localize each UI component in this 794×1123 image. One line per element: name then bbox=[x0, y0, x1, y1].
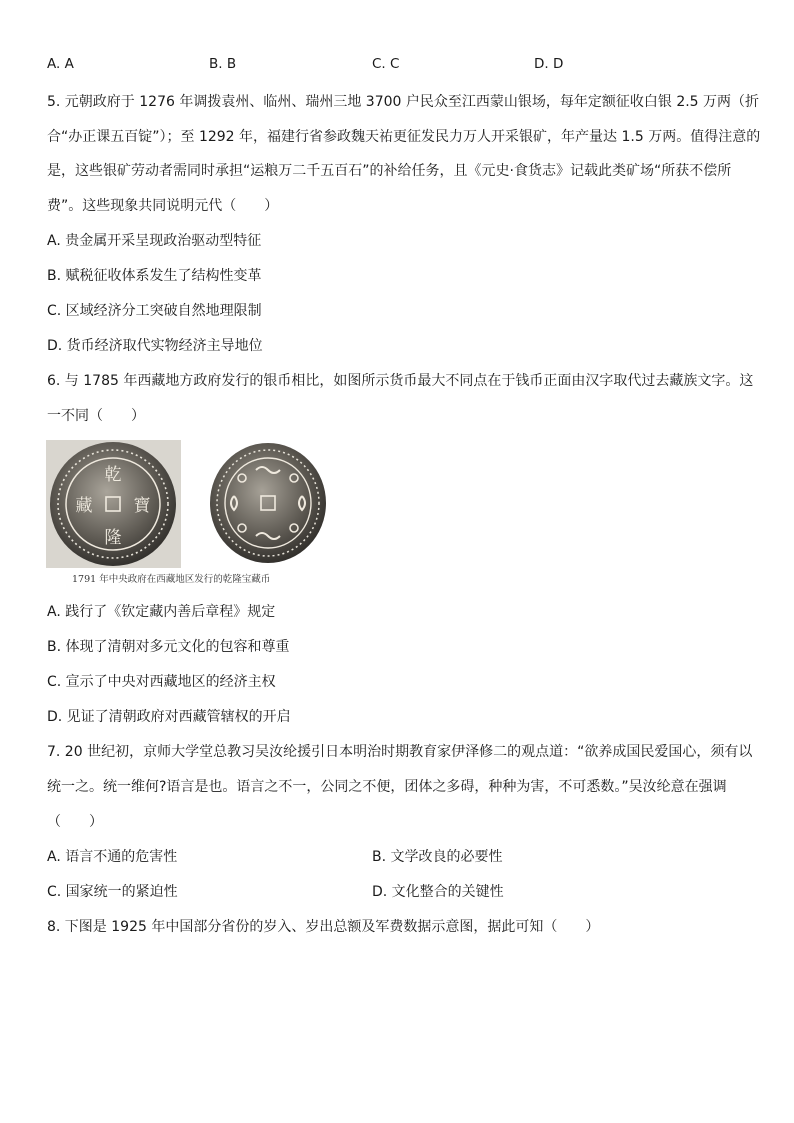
coin-char-bottom: 隆 bbox=[104, 528, 122, 548]
q5-stem-line-3: 是，这些银矿劳动者需同时承担“运粮万二千五百石”的补给任务，且《元史·食货志》记载此类矿场“所获不偿所 bbox=[47, 163, 732, 179]
q6-option-b: B. 体现了清朝对多元文化的包容和尊重 bbox=[47, 639, 290, 655]
q6-stem-line-1: 6. 与 1785 年西藏地方政府发行的银币相比，如图所示货币最大不同点在于钱币正面由汉字取代过去藏族文字。这 bbox=[47, 373, 754, 389]
q5-stem-line-1: 5. 元朝政府于 1276 年调拨袁州、临州、瑞州三地 3700 户民众至江西蒙山银场，每年定额征收白银 2.5 万两（折 bbox=[47, 94, 760, 110]
q7-stem-line-2: 统一之。统一维何?语言是也。语言之不一，公同之不便，团体之多碍，种种为害，不可悉数。”吴汝纶意在强调 bbox=[47, 779, 727, 795]
q7-stem-line-3: （ ） bbox=[47, 814, 103, 830]
q4-options-row bbox=[47, 56, 747, 76]
coin-figure bbox=[46, 440, 336, 590]
coin-caption: 1791 年中央政府在西藏地区发行的乾隆宝藏币 bbox=[72, 574, 271, 585]
q5-stem-line-2: 合“办正课五百锭”）；至 1292 年，福建行省参政魏天祐更征发民力万人开采银矿，年产量达 1.5 万两。值得注意的 bbox=[47, 129, 761, 145]
q5-option-b: B. 赋税征收体系发生了结构性变革 bbox=[47, 268, 262, 284]
q4-option-a: A. A bbox=[47, 56, 74, 72]
q6-stem-line-2: 一不同（ ） bbox=[47, 408, 145, 424]
q5-stem-line-4: 费”。这些现象共同说明元代（ ） bbox=[47, 198, 279, 214]
coin-char-top: 乾 bbox=[104, 465, 122, 485]
q5-option-c: C. 区域经济分工突破自然地理限制 bbox=[47, 303, 262, 319]
q5-option-d: D. 货币经济取代实物经济主导地位 bbox=[47, 338, 263, 354]
q7-option-c: C. 国家统一的紧迫性 bbox=[47, 884, 178, 900]
q7-stem-line-1: 7. 20 世纪初，京师大学堂总教习吴汝纶援引日本明治时期教育家伊泽修二的观点道：“欲养成国民爱国心，须有以 bbox=[47, 744, 753, 760]
q6-option-c: C. 宣示了中央对西藏地区的经济主权 bbox=[47, 674, 276, 690]
q7-option-d: D. 文化整合的关键性 bbox=[372, 884, 504, 900]
q5-option-a: A. 贵金属开采呈现政治驱动型特征 bbox=[47, 233, 262, 249]
q8-stem-line-1: 8. 下图是 1925 年中国部分省份的岁入、岁出总额及军费数据示意图，据此可知（ ） bbox=[47, 919, 600, 935]
q4-option-c: C. C bbox=[372, 56, 400, 72]
coin-char-left: 藏 bbox=[75, 496, 93, 516]
q6-option-d: D. 见证了清朝政府对西藏管辖权的开启 bbox=[47, 709, 291, 725]
coin-back-image bbox=[206, 440, 331, 566]
coin-char-right: 寶 bbox=[133, 496, 151, 516]
q7-option-b: B. 文学改良的必要性 bbox=[372, 849, 503, 865]
q4-option-b: B. B bbox=[209, 56, 237, 72]
q4-option-d: D. D bbox=[534, 56, 564, 72]
q6-option-a: A. 践行了《钦定藏内善后章程》规定 bbox=[47, 604, 276, 620]
q7-option-a: A. 语言不通的危害性 bbox=[47, 849, 178, 865]
coin-front-image bbox=[46, 440, 181, 568]
